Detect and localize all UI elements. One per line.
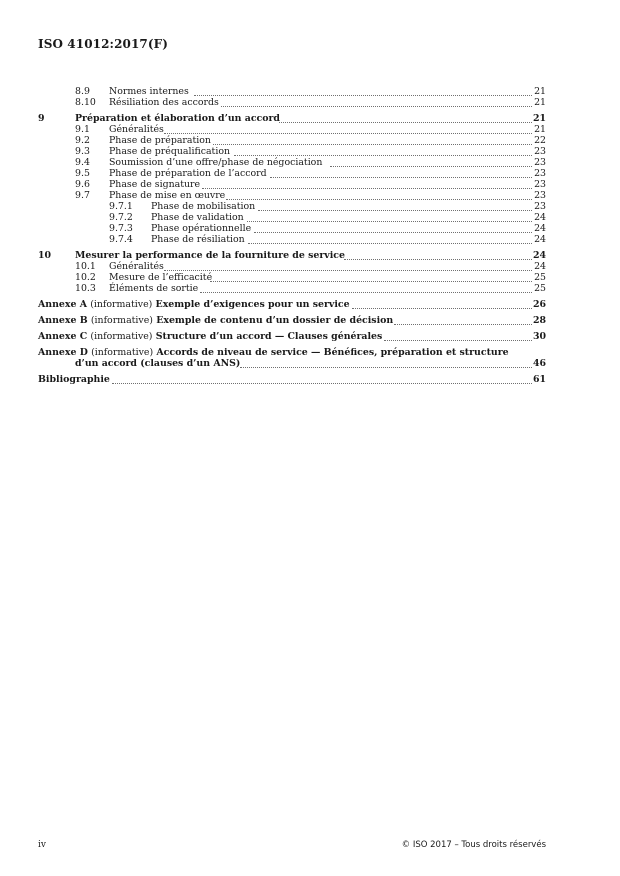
toc-page: 23: [534, 201, 546, 212]
toc-page: 46: [532, 358, 546, 369]
toc-title: Phase opérationnelle: [151, 223, 252, 234]
toc-page: 24: [532, 250, 546, 261]
page-number: iv: [38, 840, 46, 850]
dot-leader: [352, 297, 532, 309]
toc-title: Normes internes: [109, 86, 189, 97]
annex-label: Annexe D: [38, 347, 88, 358]
toc-annex-c[interactable]: [38, 331, 546, 342]
toc-entry-8-10[interactable]: [38, 97, 546, 108]
toc-title: Phase de préparation: [109, 135, 211, 146]
toc-number: 9.7: [75, 190, 90, 201]
toc-title: Préparation et élaboration d’un accord: [75, 113, 280, 124]
toc-number: 9.7.3: [109, 223, 133, 234]
toc-title: Soumission d’une offre/phase de négociation: [109, 157, 323, 168]
toc-title: Mesure de l’efficacité: [109, 272, 213, 283]
dot-leader: [240, 356, 532, 368]
toc-annex-b[interactable]: [38, 315, 546, 326]
toc-page: 24: [534, 234, 546, 245]
toc-annex-d-continued[interactable]: [38, 358, 546, 369]
toc-page: 24: [534, 223, 546, 234]
toc-number: 9.5: [75, 168, 90, 179]
toc-number: 9.3: [75, 146, 90, 157]
annex-kind: (informative): [90, 315, 153, 326]
annex-title: Structure d’un accord — Clauses générales: [155, 331, 383, 342]
dot-leader: [384, 329, 532, 341]
annex-title: Exemple d’exigences pour un service: [155, 299, 350, 310]
annex-kind: (informative): [90, 299, 153, 310]
toc-number: 9.4: [75, 157, 90, 168]
toc-title: Phase de résiliation: [151, 234, 245, 245]
copyright-notice: © ISO 2017 – Tous droits réservés: [401, 840, 546, 850]
toc-number: 9.6: [75, 179, 90, 190]
toc-number: 9.2: [75, 135, 90, 146]
toc-number: 10: [38, 250, 52, 261]
toc-number: 9.7.2: [109, 212, 133, 223]
toc-page: 24: [534, 261, 546, 272]
toc-page: 21: [532, 113, 546, 124]
toc-page: 21: [534, 86, 546, 97]
toc-page: 23: [534, 168, 546, 179]
toc-number: 8.9: [75, 86, 90, 97]
annex-kind: (informative): [90, 331, 153, 342]
toc-title: Phase de préparation de l’accord: [109, 168, 267, 179]
toc-title: Généralités: [109, 124, 164, 135]
toc-number: 10.3: [75, 283, 96, 294]
toc-number: 8.10: [75, 97, 96, 108]
toc-page: 25: [534, 272, 546, 283]
annex-title: Accords de niveau de service — Bénéfices, préparation et structure: [156, 347, 509, 358]
toc-number: 9.1: [75, 124, 90, 135]
toc-entry-9-7-4[interactable]: [38, 234, 546, 245]
toc-entry-10-3[interactable]: [38, 283, 546, 294]
toc-annex-a[interactable]: [38, 299, 546, 310]
table-of-contents: [38, 86, 546, 385]
toc-page: 25: [534, 283, 546, 294]
toc-title: Résiliation des accords: [109, 97, 219, 108]
toc-page: 23: [534, 157, 546, 168]
toc-number: 10.2: [75, 272, 96, 283]
toc-page: 22: [534, 135, 546, 146]
toc-page: 23: [534, 190, 546, 201]
annex-title-line2: d’un accord (clauses d’un ANS): [75, 358, 241, 369]
dot-leader: [248, 232, 532, 244]
toc-title: Éléments de sortie: [109, 283, 199, 294]
toc-page: 21: [534, 124, 546, 135]
dot-leader: [221, 95, 532, 107]
toc-title: Phase de validation: [151, 212, 244, 223]
toc-number: 10.1: [75, 261, 96, 272]
toc-page: 24: [534, 212, 546, 223]
dot-leader: [394, 313, 532, 325]
toc-title: Phase de mobilisation: [151, 201, 256, 212]
toc-page: 21: [534, 97, 546, 108]
toc-number: 9: [38, 113, 45, 124]
toc-page: 30: [532, 331, 546, 342]
toc-page: 61: [532, 374, 546, 385]
toc-page: 23: [534, 179, 546, 190]
toc-number: 9.7.4: [109, 234, 133, 245]
annex-kind: (informative): [91, 347, 154, 358]
toc-page: 26: [532, 299, 546, 310]
document-header: ISO 41012:2017(F): [38, 37, 169, 51]
toc-number: 9.7.1: [109, 201, 133, 212]
annex-title: Exemple de contenu d’un dossier de décision: [156, 315, 394, 326]
annex-label: Annexe C: [38, 331, 88, 342]
toc-title: Généralités: [109, 261, 164, 272]
bibliography-title: Bibliographie: [38, 374, 110, 385]
dot-leader: [200, 281, 532, 293]
toc-page: 23: [534, 146, 546, 157]
toc-title: Phase de mise en œuvre: [109, 190, 226, 201]
toc-title: Phase de préqualification: [109, 146, 231, 157]
toc-bibliography[interactable]: [38, 374, 546, 385]
annex-label: Annexe B: [38, 315, 88, 326]
annex-label: Annexe A: [38, 299, 87, 310]
dot-leader: [112, 372, 532, 384]
toc-title: Phase de signature: [109, 179, 201, 190]
toc-title: Mesurer la performance de la fourniture de service: [75, 250, 345, 261]
toc-page: 28: [532, 315, 546, 326]
